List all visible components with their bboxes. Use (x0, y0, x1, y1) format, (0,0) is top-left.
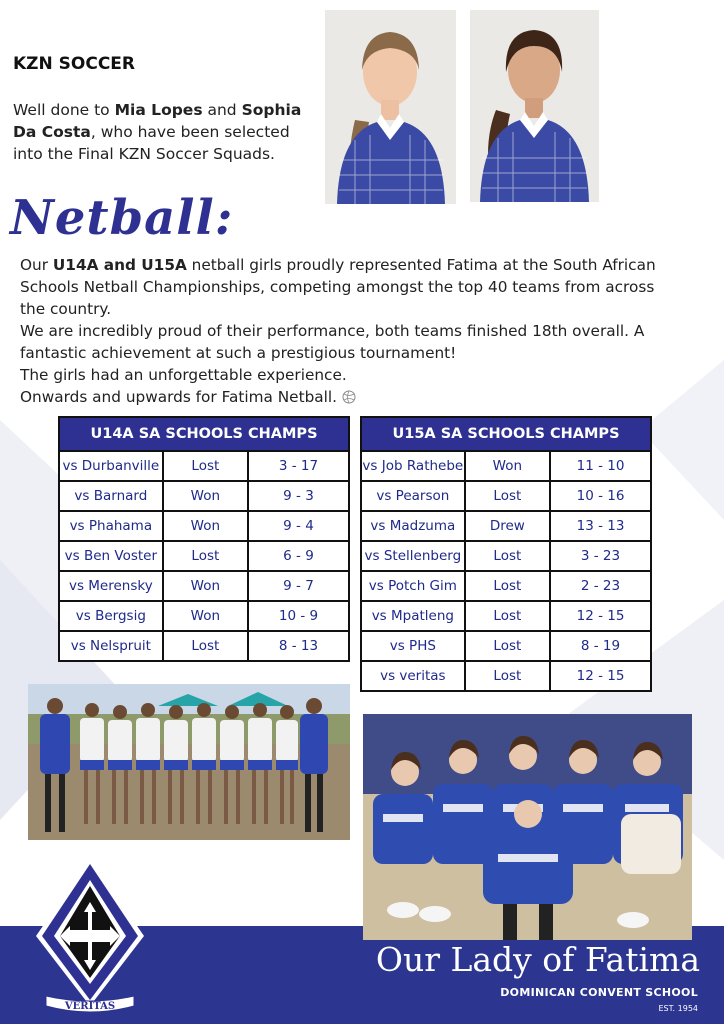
opponent-cell: vs Phahama (59, 511, 163, 541)
score-cell: 3 - 23 (550, 541, 651, 571)
table-row (361, 571, 651, 601)
report-paragraph: The girls had an unforgettable experience. (20, 366, 347, 384)
portrait-photo-mia-lopes (325, 10, 456, 204)
table-title: U14A SA SCHOOLS CHAMPS (59, 417, 349, 451)
opponent-cell: vs veritas (361, 661, 465, 691)
report-paragraph: Onwards and upwards for Fatima Netball. (20, 386, 680, 408)
score-cell: 9 - 3 (248, 481, 349, 511)
opponent-cell: vs Mpatleng (361, 601, 465, 631)
table-row (361, 511, 651, 541)
result-cell: Won (163, 511, 248, 541)
score-cell: 8 - 13 (248, 631, 349, 661)
result-cell: Lost (465, 661, 550, 691)
result-cell: Lost (163, 451, 248, 481)
opponent-cell: vs Pearson (361, 481, 465, 511)
opponent-cell: vs Bergsig (59, 601, 163, 631)
table-row (361, 631, 651, 661)
portrait-photo-sophia-da-costa (470, 10, 599, 202)
netball-heading: Netball: (10, 190, 234, 246)
score-cell: 3 - 17 (248, 451, 349, 481)
table-row (59, 451, 349, 481)
opponent-cell: vs Potch Gim (361, 571, 465, 601)
opponent-cell: vs Barnard (59, 481, 163, 511)
score-cell: 8 - 19 (550, 631, 651, 661)
result-cell: Drew (465, 511, 550, 541)
opponent-cell: vs Madzuma (361, 511, 465, 541)
score-cell: 9 - 4 (248, 511, 349, 541)
table-title: U15A SA SCHOOLS CHAMPS (361, 417, 651, 451)
netball-icon (342, 390, 356, 404)
table-row (59, 571, 349, 601)
table-row (59, 511, 349, 541)
score-cell: 11 - 10 (550, 451, 651, 481)
u15-team-photo (363, 714, 692, 940)
kzn-soccer-intro: Well done to Mia Lopes and Sophia Da Costa, who have been selected into the Final KZN Soccer Squads. (13, 101, 302, 163)
score-cell: 2 - 23 (550, 571, 651, 601)
score-cell: 6 - 9 (248, 541, 349, 571)
result-cell: Lost (465, 601, 550, 631)
report-paragraph: We are incredibly proud of their performance, both teams finished 18th overall. A fantastic achievement at such a prestigious tournament! (20, 322, 645, 362)
table-row (59, 631, 349, 661)
report-paragraph: Our U14A and U15A netball girls proudly represented Fatima at the South African Schools Netball Championships, competing amongst the top 40 teams from across the country. (20, 256, 656, 318)
table-row (59, 601, 349, 631)
result-cell: Lost (465, 631, 550, 661)
crest-motto: VERITAS (64, 1001, 116, 1012)
school-crest-logo (34, 856, 146, 1018)
player-name: Sophia Da Costa (13, 101, 302, 141)
table-row (361, 481, 651, 511)
opponent-cell: vs Stellenberg (361, 541, 465, 571)
school-established: EST. 1954 (658, 1004, 698, 1013)
school-subtitle: DOMINICAN CONVENT SCHOOL (500, 986, 698, 999)
table-row (361, 541, 651, 571)
score-cell: 10 - 9 (248, 601, 349, 631)
table-row (361, 601, 651, 631)
opponent-cell: vs Nelspruit (59, 631, 163, 661)
opponent-cell: vs Ben Voster (59, 541, 163, 571)
result-cell: Lost (465, 541, 550, 571)
school-name: Our Lady of Fatima (375, 940, 700, 979)
result-cell: Won (163, 571, 248, 601)
netball-report (20, 254, 680, 408)
result-cell: Won (465, 451, 550, 481)
opponent-cell: vs PHS (361, 631, 465, 661)
opponent-cell: vs Job Rathebe (361, 451, 465, 481)
result-cell: Won (163, 601, 248, 631)
result-cell: Lost (163, 631, 248, 661)
table-row (59, 541, 349, 571)
u14a-results-table (58, 416, 350, 662)
table-row (361, 661, 651, 691)
result-cell: Lost (465, 481, 550, 511)
score-cell: 13 - 13 (550, 511, 651, 541)
score-cell: 12 - 15 (550, 601, 651, 631)
u14-team-photo (28, 684, 350, 840)
player-name: Mia Lopes (114, 101, 203, 119)
kzn-soccer-title: KZN SOCCER (13, 54, 135, 74)
table-row (59, 481, 349, 511)
u15a-results-table (360, 416, 652, 692)
score-cell: 9 - 7 (248, 571, 349, 601)
opponent-cell: vs Merensky (59, 571, 163, 601)
opponent-cell: vs Durbanville (59, 451, 163, 481)
result-cell: Lost (465, 571, 550, 601)
result-cell: Lost (163, 541, 248, 571)
score-cell: 12 - 15 (550, 661, 651, 691)
score-cell: 10 - 16 (550, 481, 651, 511)
table-row (361, 451, 651, 481)
result-cell: Won (163, 481, 248, 511)
